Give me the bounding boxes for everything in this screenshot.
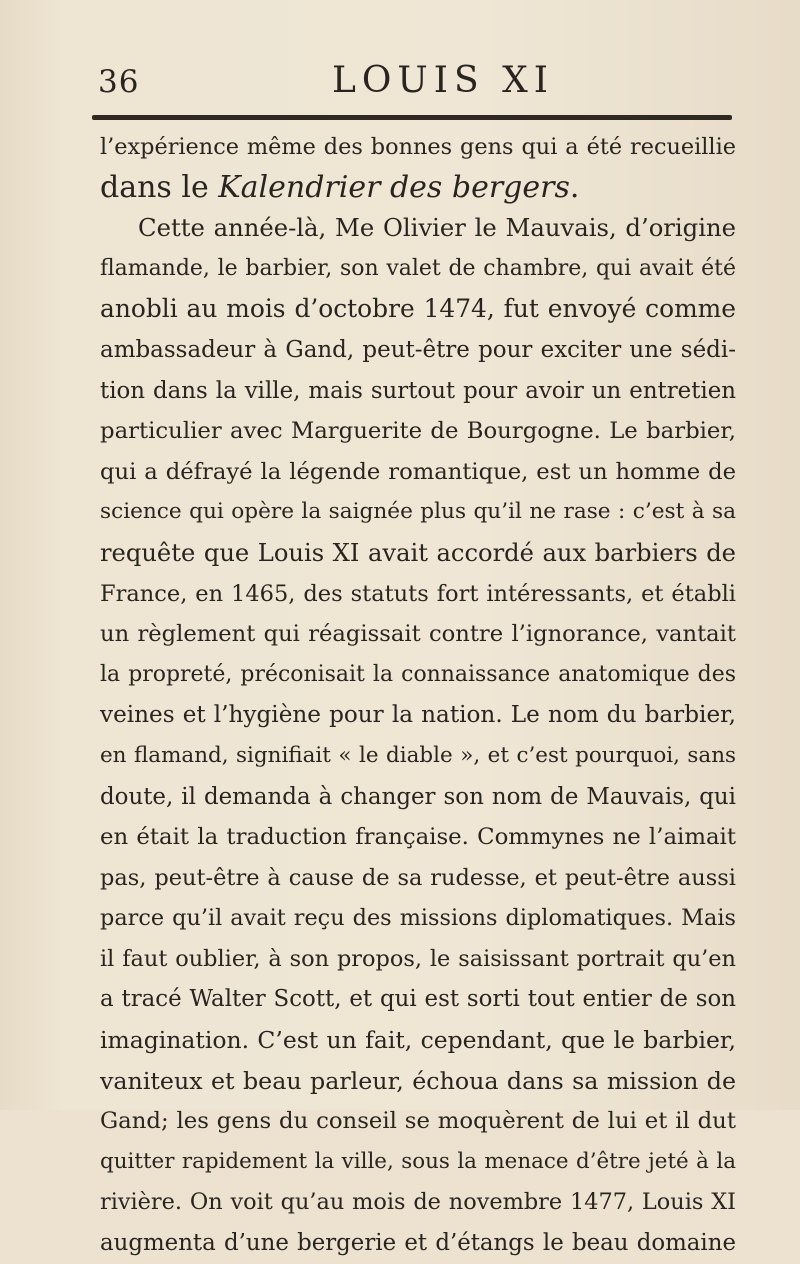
text-line: science qui opère la saignée plus qu’il ne rase : c’est à sa	[100, 499, 736, 525]
text-line-end: .	[569, 169, 580, 205]
text-line: particulier avec Marguerite de Bourgogne. Le barbier,	[100, 418, 736, 445]
text-line: en était la traduction française. Commynes ne l’aimait	[100, 824, 736, 851]
text-line: pas, peut-être à cause de sa rudesse, et peut-être aussi	[100, 864, 736, 891]
text-line: quitter rapidement la ville, sous la menace d’être jeté à la	[100, 1148, 736, 1174]
body-text	[100, 127, 736, 1264]
text-line: flamande, le barbier, son valet de chambre, qui avait été	[100, 255, 736, 281]
text-line: doute, il demanda à changer son nom de Mauvais, qui	[100, 783, 736, 810]
text-line: rivière. On voit qu’au mois de novembre 1477, Louis XI	[100, 1189, 736, 1216]
text-line: anobli au mois d’octobre 1474, fut envoyé comme	[100, 294, 736, 324]
text-line: imagination. C’est un fait, cependant, que le barbier,	[100, 1026, 736, 1055]
text-line: ambassadeur à Gand, peut-être pour exciter une sédi-	[100, 336, 736, 363]
text-line	[100, 168, 736, 209]
text-line: augmenta d’une bergerie et d’étangs le beau domaine	[100, 1230, 736, 1257]
text-line-start: dans le	[100, 169, 219, 205]
text-line: veines et l’hygiène pour la nation. Le nom du barbier,	[100, 702, 736, 729]
text-line: requête que Louis XI avait accordé aux barbiers de	[100, 538, 736, 567]
running-title: LOUIS XI	[332, 60, 554, 101]
text-line: Gand; les gens du conseil se moquèrent de lui et il dut	[100, 1108, 736, 1135]
text-line: tion dans la ville, mais surtout pour avoir un entretien	[100, 377, 736, 404]
text-line: parce qu’il avait reçu des missions diplomatiques. Mais	[100, 905, 736, 932]
book-title: Kalendrier des bergers	[218, 169, 570, 205]
text-line: il faut oublier, à son propos, le saisissant portrait qu’en	[100, 945, 736, 972]
text-line: vaniteux et beau parleur, échoua dans sa mission de	[100, 1066, 736, 1095]
text-line: la propreté, préconisait la connaissance anatomique des	[100, 661, 736, 687]
text-line: l’expérience même des bonnes gens qui a été recueillie	[100, 134, 736, 160]
text-line: France, en 1465, des statuts fort intéressants, et établi	[100, 580, 736, 607]
text-line: un règlement qui réagissait contre l’ignorance, vantait	[100, 621, 736, 648]
page-number: 36	[98, 64, 140, 100]
text-line: en flamand, signifiait « le diable », et c’est pourquoi, sans	[100, 742, 736, 768]
text-line: a tracé Walter Scott, et qui est sorti tout entier de son	[100, 986, 736, 1013]
text-line: Cette année-là, Me Olivier le Mauvais, d’origine	[138, 213, 736, 243]
page-header	[92, 58, 732, 106]
text-line: qui a défrayé la légende romantique, est un homme de	[100, 458, 736, 485]
header-rule	[92, 115, 732, 120]
